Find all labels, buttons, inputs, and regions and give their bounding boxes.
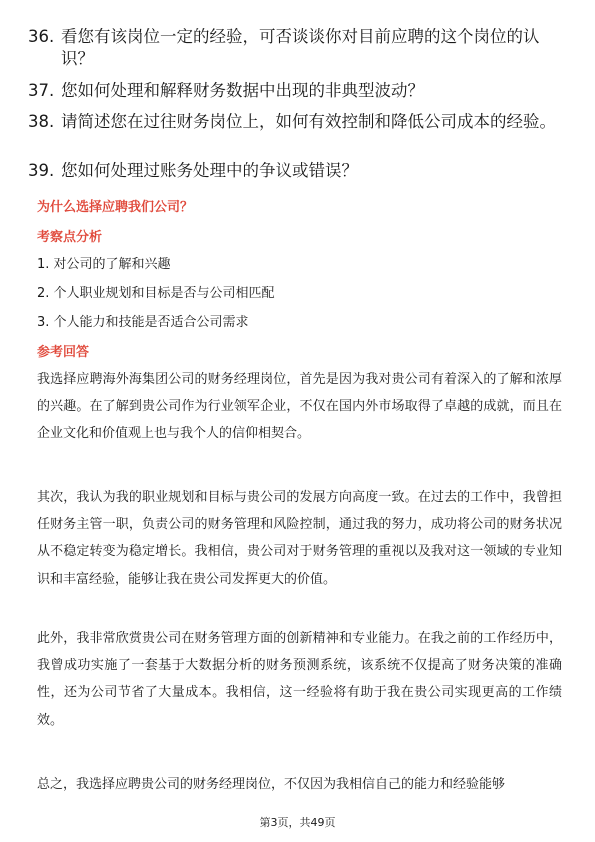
- question-number: 39.: [28, 161, 55, 180]
- section-title: 为什么选择应聘我们公司？: [37, 200, 194, 215]
- question-number: 36.: [28, 27, 55, 46]
- question-36: [28, 26, 568, 70]
- question-37: [28, 80, 568, 102]
- question-text: 您如何处理过账务处理中的争议或错误？: [61, 161, 358, 180]
- analysis-point: 2. 个人职业规划和目标是否与公司相匹配: [37, 286, 275, 301]
- question-text: 看您有该岗位一定的经验，可否谈谈你对目前应聘的这个岗位的认识？: [61, 27, 540, 68]
- question-number: 37.: [28, 81, 55, 100]
- question-38: [28, 111, 568, 133]
- question-39: [28, 160, 568, 182]
- answer-paragraph: 我选择应聘海外海集团公司的财务经理岗位，首先是因为我对贵公司有着深入的了解和浓厚的兴趣。在了解到贵公司作为行业领军企业，不仅在国内外市场取得了卓越的成就，而且在企业文化和价值观上也与我个人的信仰相契合。: [37, 372, 562, 442]
- answer-paragraph: 其次，我认为我的职业规划和目标与贵公司的发展方向高度一致。在过去的工作中，我曾担任财务主管一职，负责公司的财务管理和风险控制，通过我的努力，成功将公司的财务状况从不稳定转变为稳定增长。我相信，贵公司对于财务管理的重视以及我对这一领域的专业知识和丰富经验，能够让我在贵公司发挥更大的价值。: [37, 490, 562, 587]
- analysis-point: 3. 个人能力和技能是否适合公司需求: [37, 315, 249, 330]
- question-number: 38.: [28, 112, 55, 131]
- answer-paragraph: 总之，我选择应聘贵公司的财务经理岗位，不仅因为我相信自己的能力和经验能够: [37, 777, 506, 792]
- answer-heading: 参考回答: [37, 345, 90, 360]
- page-footer: 第3页，共49页: [259, 816, 336, 829]
- question-text: 您如何处理和解释财务数据中出现的非典型波动？: [61, 81, 424, 100]
- answer-paragraph: 此外，我非常欣赏贵公司在财务管理方面的创新精神和专业能力。在我之前的工作经历中，我曾成功实施了一套基于大数据分析的财务预测系统，该系统不仅提高了财务决策的准确性，还为公司节省了大量成本。我相信，这一经验将有助于我在贵公司实现更高的工作绩效。: [37, 631, 562, 728]
- analysis-heading: 考察点分析: [37, 230, 103, 245]
- analysis-point: 1. 对公司的了解和兴趣: [37, 257, 171, 272]
- question-text: 请简述您在过往财务岗位上，如何有效控制和降低公司成本的经验。: [61, 112, 556, 131]
